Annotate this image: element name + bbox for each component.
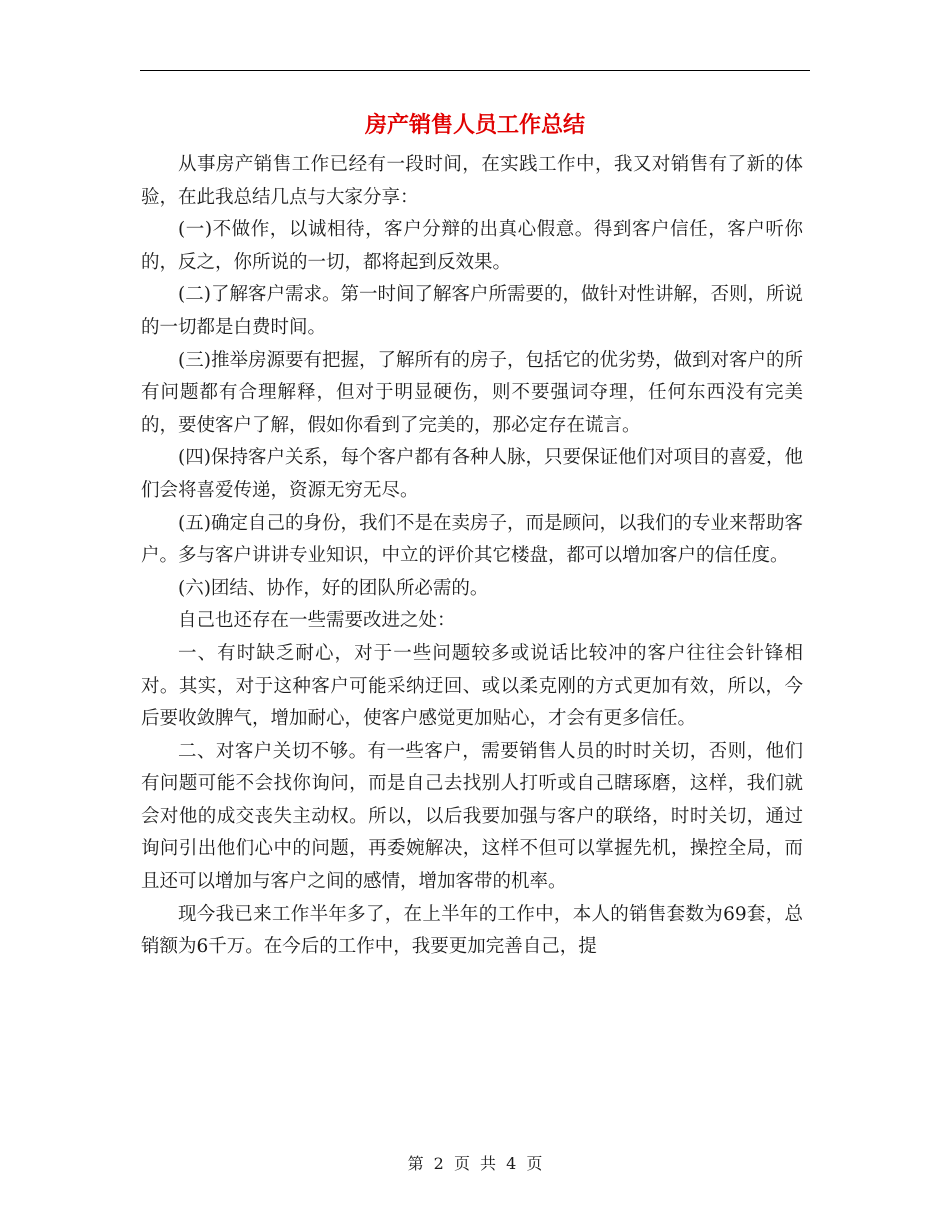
paragraph-point-3: (三)推举房源要有把握，了解所有的房子，包括它的优劣势，做到对客户的所有问题都有合理解释，但对于明显硬伤，则不要强词夺理，任何东西没有完美的，要使客户了解，假如你看到了完美的，那必定存在谎言。: [141, 349, 803, 436]
paragraph-point-4: (四)保持客户关系，每个客户都有各种人脉，只要保证他们对项目的喜爱，他们会将喜爱传递，资源无穷无尽。: [141, 447, 803, 501]
paragraph-point-2: (二)了解客户需求。第一时间了解客户所需要的，做针对性讲解，否则，所说的一切都是白费时间。: [141, 284, 803, 338]
paragraph-point-1: (一)不做作，以诚相待，客户分辩的出真心假意。得到客户信任，客户听你的，反之，你所说的一切，都将起到反效果。: [141, 219, 803, 273]
document-title: 房产销售人员工作总结: [364, 112, 585, 138]
paragraph-improvements-intro: 自己也还存在一些需要改进之处：: [178, 610, 456, 632]
paragraph-point-5: (五)确定自己的身份，我们不是在卖房子，而是顾问，以我们的专业来帮助客户。多与客户讲讲专业知识，中立的评价其它楼盘，都可以增加客户的信任度。: [141, 512, 803, 567]
paragraph-summary: 现今我已来工作半年多了，在上半年的工作中，本人的销售套数为69套，总销额为6千万。在今后的工作中，我要更加完善自己，提: [141, 903, 803, 958]
paragraph-improvement-1: 一、有时缺乏耐心，对于一些问题较多或说话比较冲的客户往往会针锋相对。其实，对于这种客户可能采纳迂回、或以柔克刚的方式更加有效，所以，今后要收敛脾气，增加耐心，使客户感觉更加贴心，才会有更多信任。: [141, 642, 803, 730]
paragraph-point-6: (六)团结、协作，好的团队所必需的。: [178, 577, 489, 599]
paragraph-improvement-2: 二、对客户关切不够。有一些客户，需要销售人员的时时关切，否则，他们有问题可能不会找你询问，而是自己去找别人打听或自己瞎琢磨，这样，我们就会对他的成交丧失主动权。所以，以后我要加强与客户的联络，时时关切，通过询问引出他们心中的问题，再委婉解决，这样不但可以掌握先机，操控全局，而且还可以增加与客户之间的感情，增加客带的机率。: [141, 740, 803, 893]
document-body: [141, 149, 803, 964]
page-number: 第 2 页 共 4 页: [407, 1154, 543, 1173]
paragraph-intro: 从事房产销售工作已经有一段时间，在实践工作中，我又对销售有了新的体验，在此我总结几点与大家分享：: [141, 154, 803, 208]
header-rule: [140, 70, 810, 71]
